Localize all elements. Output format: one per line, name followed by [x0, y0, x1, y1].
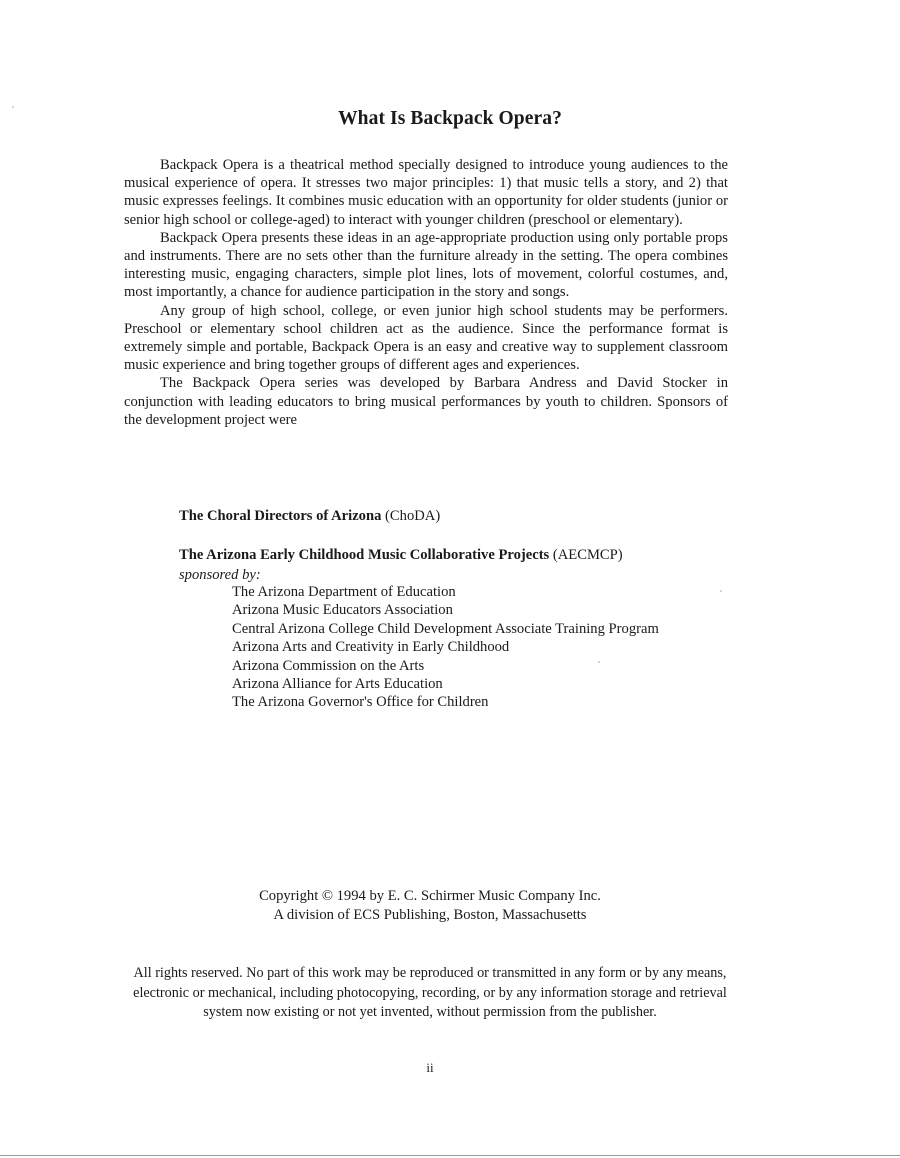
sponsor-aecmcp-name: The Arizona Early Childhood Music Collaborative Projects — [179, 547, 550, 563]
sponsor-list-item: The Arizona Governor's Office for Children — [232, 694, 489, 711]
sponsored-by-label: sponsored by: — [179, 567, 261, 583]
sponsor-list-item: Arizona Commission on the Arts — [232, 657, 425, 674]
page-title: What Is Backpack Opera? — [338, 108, 562, 129]
scan-edge-line — [0, 1155, 900, 1156]
sponsor-choda — [179, 507, 440, 525]
scan-speck — [12, 106, 14, 108]
page-number: ii — [426, 1060, 434, 1075]
paragraph-performers: Any group of high school, college, or even junior high school students may be performers. Preschool or elementary school children act as the audience. Since the performance format is extremely simple and portable, Backpack Opera is an easy and creative way to supplement classroom music experience and bring together groups of different ages and experiences. — [124, 302, 728, 374]
sponsor-list — [232, 583, 659, 712]
sponsor-list-item: Arizona Music Educators Association — [232, 602, 453, 619]
sponsor-list-item: The Arizona Department of Education — [232, 584, 456, 600]
sponsor-choda-name: The Choral Directors of Arizona — [179, 508, 382, 524]
scan-speck — [720, 590, 722, 592]
copyright-line: Copyright © 1994 by E. C. Schirmer Music Company Inc. — [259, 888, 601, 904]
paragraph-development: The Backpack Opera series was developed by Barbara Andress and David Stocker in conjunction with leading educators to bring musical performances by youth to children. Sponsors of the development project were — [124, 375, 728, 428]
sponsor-list-item: Arizona Arts and Creativity in Early Childhood — [232, 639, 510, 656]
sponsor-aecmcp-abbr: (AECMCP) — [552, 547, 623, 563]
paragraph-presentation: Backpack Opera presents these ideas in an age-appropriate production using only portable props and instruments. There are no sets other than the furniture already in the setting. The opera combines interesting music, engaging characters, simple plot lines, lots of movement, colorful costumes, and, most importantly, a chance for audience participation in the story and songs. — [124, 229, 728, 301]
intro-body — [124, 156, 728, 429]
scan-speck — [598, 661, 600, 663]
sponsor-list-item: Arizona Alliance for Arts Education — [232, 676, 443, 693]
paragraph-intro: Backpack Opera is a theatrical method specially designed to introduce young audiences to the musical experience of opera. It stresses two major principles: 1) that music tells a story, and 2) that music expresses feelings. It combines music education with an opportunity for older students (junior or senior high school or college-aged) to interact with younger children (preschool or elementary). — [124, 157, 728, 228]
sponsor-aecmcp — [179, 546, 623, 564]
sponsor-choda-abbr: (ChoDA) — [385, 508, 441, 524]
copyright-block — [0, 887, 860, 924]
publisher-line: A division of ECS Publishing, Boston, Massachusetts — [273, 906, 587, 923]
rights-notice: All rights reserved. No part of this work may be reproduced or transmitted in any form or by any means, electronic or mechanical, including photocopying, recording, or by any information storage and retrieval system now existing or not yet invented, without permission from the publisher. — [133, 965, 727, 1021]
sponsor-list-item: Central Arizona College Child Development Associate Training Program — [232, 620, 659, 637]
